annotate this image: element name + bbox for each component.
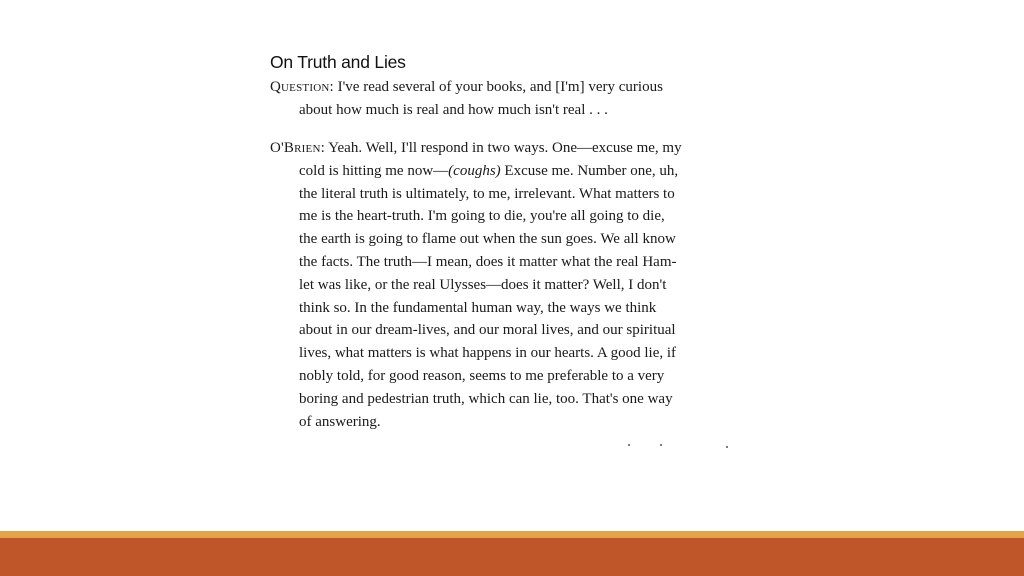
answer-line: lives, what matters is what happens in our hearts. A good lie, if [299,345,677,362]
answer-line-1 [270,137,732,160]
question-speaker: Question: [270,79,334,95]
footer-band [0,538,1024,576]
question-line-1 [270,76,732,99]
answer-line: the facts. The truth—I mean, does it matter what the real Ham- [299,253,677,270]
answer-line: the literal truth is ultimately, to me, irrelevant. What matters to [299,185,675,202]
answer-stage-direction: (coughs) [448,162,501,179]
answer-text-1: Yeah. Well, I'll respond in two ways. One—excuse me, my [328,140,682,156]
answer-text-2a: cold is hitting me now— [299,162,449,179]
answer-paragraph [270,137,732,433]
scan-speck [660,444,662,446]
answer-speaker: O'Brien: [270,140,325,156]
answer-line: boring and pedestrian truth, which can lie, too. That's one way [299,390,673,407]
answer-text-2b: Excuse me. Number one, uh, [500,162,679,179]
question-line-2: about how much is real and how much isn't real . . . [299,101,608,118]
answer-line: me is the heart-truth. I'm going to die, you're all going to die, [299,208,665,225]
answer-line: let was like, or the real Ulysses—does it matter? Well, I don't [299,276,667,293]
scan-speck [628,444,630,446]
answer-line: the earth is going to flame out when the sun goes. We all know [299,231,676,248]
footer-accent-stripe [0,531,1024,538]
question-text-1: I've read several of your books, and [I'm] very curious [337,79,663,95]
section-heading: On Truth and Lies [270,52,406,72]
scan-speck [726,446,728,448]
answer-line: about in our dream-lives, and our moral lives, and our spiritual [299,322,676,339]
answer-line: of answering. [299,413,381,430]
answer-line-2 [270,160,732,183]
question-paragraph [270,76,732,122]
answer-line: nobly told, for good reason, seems to me preferable to a very [299,367,665,384]
scanned-page [266,48,742,458]
answer-line: think so. In the fundamental human way, the ways we think [299,299,657,316]
scan-specks [622,444,732,448]
